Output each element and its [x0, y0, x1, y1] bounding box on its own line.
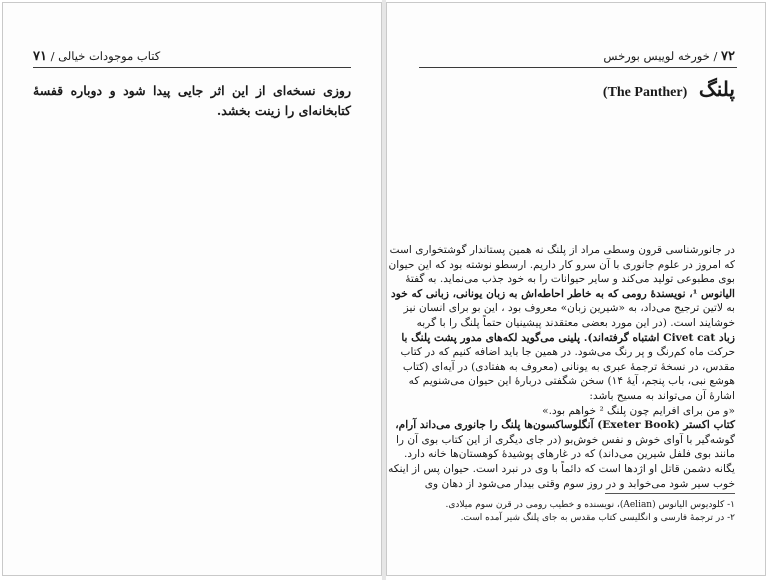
text-line: هوشع نبی، باب پنجم، آیهٔ ۱۴) سخن شگفتی دربارهٔ این حیوان می‌شنویم که	[408, 375, 735, 388]
text-line: زباد Civet cat اشتباه گرفته‌اند). پلینی می‌گوید لکه‌های مدور پشت پلنگ با	[401, 331, 735, 344]
left-running-head-title: کتاب موجودات خیالی	[58, 49, 161, 63]
chapter-title-english: (The Panther)	[602, 85, 688, 100]
right-header-rule	[419, 67, 737, 68]
text-line: به لاتین ترجیح می‌داد، به «شیرین زبان» معروف بود ، این بو برای انسان نیز	[403, 302, 735, 315]
text-line: الیانوس ¹، نویسندهٔ رومی که به خاطر احاطه‌اش به زبان یونانی، زبانی که خود	[391, 287, 735, 300]
right-running-head-title: خورخه لوییس بورخس	[603, 49, 710, 63]
text-line: خوب سیر شود می‌خوابد و در روز سوم وقتی بیدار می‌شود از دهان وی	[424, 477, 735, 490]
text-line: اشارهٔ آن می‌تواند به مسیح باشد:	[589, 389, 735, 402]
text-line: خوشایند است. (در این مورد بعضی معتقدند پیشینیان حتماً پلنگ را با گربه	[416, 316, 735, 329]
footnote-1: ۱- کلودیوس الیانوس (Aelian)، نویسنده و خطیب رومی در قرن سوم میلادی.	[445, 500, 735, 510]
text-line: مقدس، در نسخهٔ ترجمهٔ عبری به یونانی (معروف به هفتادی) در آیه‌ای (کتاب	[402, 360, 735, 373]
left-header-rule	[33, 67, 351, 68]
footnote-2: ۲- در ترجمهٔ فارسی و انگلیسی کتاب مقدس به جای پلنگ شیر آمده است.	[460, 513, 735, 523]
text-line: که امروز در علوم جانوری با آن سرو کار داریم. ارسطو نوشته بود که این حیوان	[388, 258, 735, 271]
chapter-title-persian: پلنگ	[698, 77, 735, 101]
text-line: گوشه‌گیر با آوای خوش و نفس خوش‌بو (در جای دیگری از این کتاب بوی آن را	[395, 433, 735, 446]
right-running-head-separator: /	[713, 49, 718, 63]
text-line: کتاب اکستر (Exeter Book) آنگلوساکسون‌ها پلنگ را جانوری می‌داند آرام،	[395, 419, 735, 432]
right-page-number: ۷۲	[721, 49, 735, 64]
text-line: مانند بوی فلفل شیرین می‌داند) که در غارهای پوشیدهٔ کوهستان‌ها خانه دارد.	[403, 448, 735, 461]
left-page	[2, 2, 382, 576]
right-running-head	[603, 49, 735, 64]
chapter-title	[417, 77, 735, 101]
text-line: یگانه دشمن قاتل او اژدها است که دائماً با وی در نبرد است. حیوان پس از اینکه	[388, 462, 735, 475]
left-body-line: بخشد.	[216, 103, 251, 118]
left-page-body	[33, 81, 351, 121]
left-body-line: روزی نسخه‌ای از این اثر جایی پیدا شود و دوباره قفسهٔ کتابخانه‌ای را زینت	[33, 83, 351, 118]
text-line: حرکت ماه کم‌رنگ و پر رنگ می‌شود. در همین جا باید اضافه کنیم که در کتاب	[400, 346, 735, 359]
left-page-number: ۷۱	[33, 49, 47, 64]
footnotes	[417, 499, 735, 525]
text-line: بوی مطبوعی تولید می‌کند و سایر حیوانات را به خود جذب می‌نماید. به گفتهٔ	[405, 273, 735, 286]
right-page	[386, 2, 766, 576]
chapter-body-text	[388, 243, 735, 491]
text-line: «و من برای افرایم چون پلنگ ² خواهم بود.»	[542, 404, 735, 417]
left-running-head	[33, 49, 160, 64]
left-running-head-separator: /	[50, 49, 55, 63]
text-line: در جانورشناسی قرون وسطی مراد از پلنگ نه همین پستاندار گوشتخواری است	[389, 244, 735, 256]
footnote-rule	[605, 493, 735, 494]
